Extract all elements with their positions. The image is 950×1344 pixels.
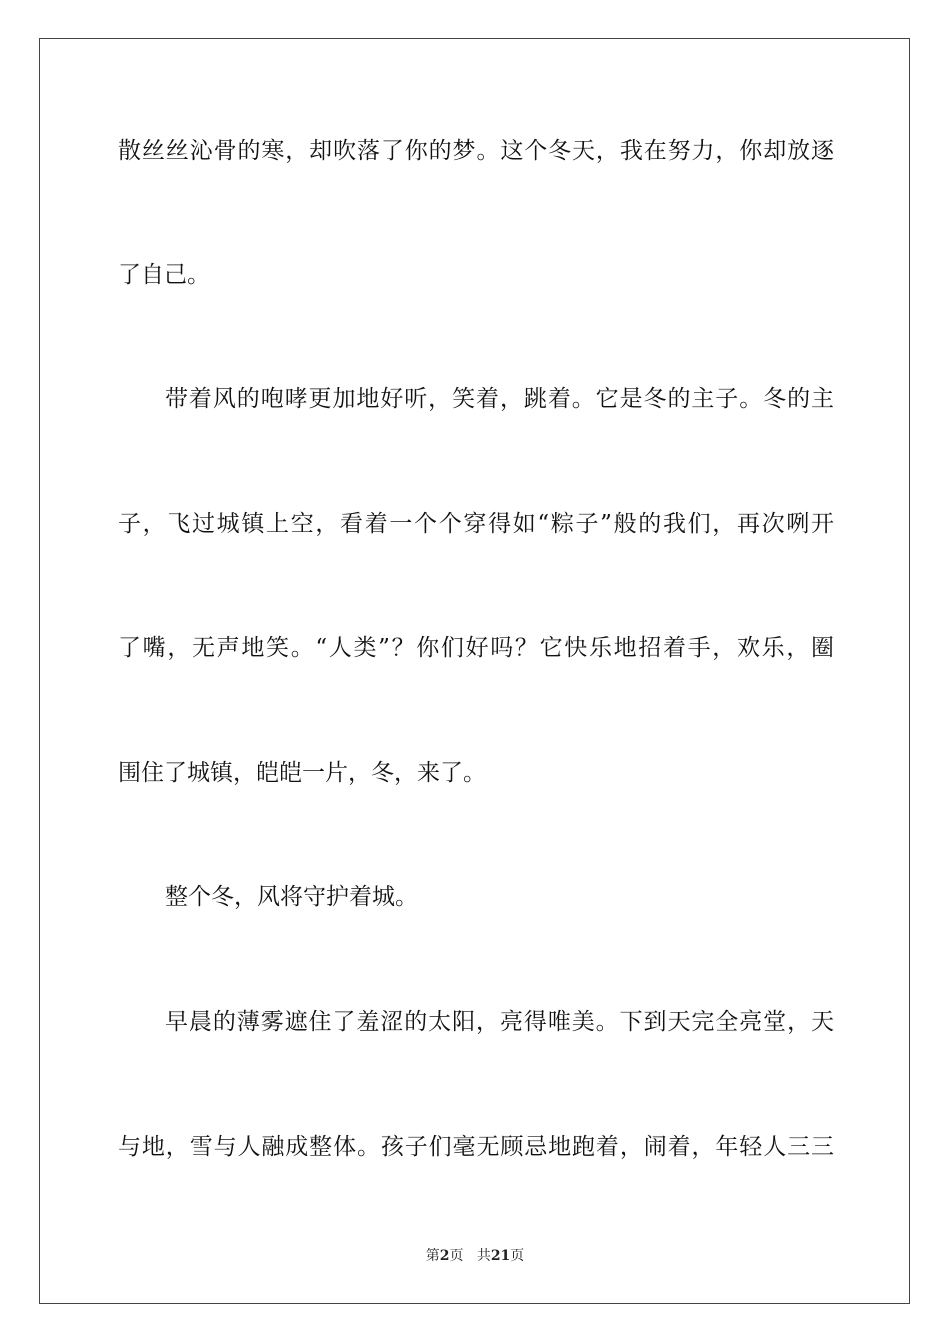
body-line-3: 带着风的咆哮更加地好听，笑着，跳着。它是冬的主子。冬的主 [165,386,834,412]
body-line-6: 围住了城镇，皑皑一片，冬，来了。 [118,760,486,786]
body-line-4: 子，飞过城镇上空，看着一个个穿得如“粽子”般的我们，再次咧开 [118,511,834,537]
page-frame [39,38,910,1304]
body-line-9: 与地，雪与人融成整体。孩子们毫无顾忌地跑着，闹着，年轻人三三 [118,1134,834,1160]
footer-prefix: 第 [425,1248,440,1264]
footer-total-prefix: 共 [476,1248,491,1264]
footer-total-suffix: 页 [510,1248,525,1264]
body-line-2: 了自己。 [118,262,210,288]
page-footer [0,1246,950,1266]
footer-page-number: 2 [439,1248,450,1264]
footer-page-suffix: 页 [449,1248,464,1264]
body-line-1: 散丝丝沁骨的寒，却吹落了你的梦。这个冬天，我在努力，你却放逐 [118,138,834,164]
footer-total-pages: 21 [490,1248,511,1264]
body-line-5: 了嘴，无声地笑。“人类”？你们好吗？它快乐地招着手，欢乐，圈 [118,635,834,661]
body-line-7: 整个冬，风将守护着城。 [165,884,418,910]
body-line-8: 早晨的薄雾遮住了羞涩的太阳，亮得唯美。下到天完全亮堂，天 [165,1009,834,1035]
